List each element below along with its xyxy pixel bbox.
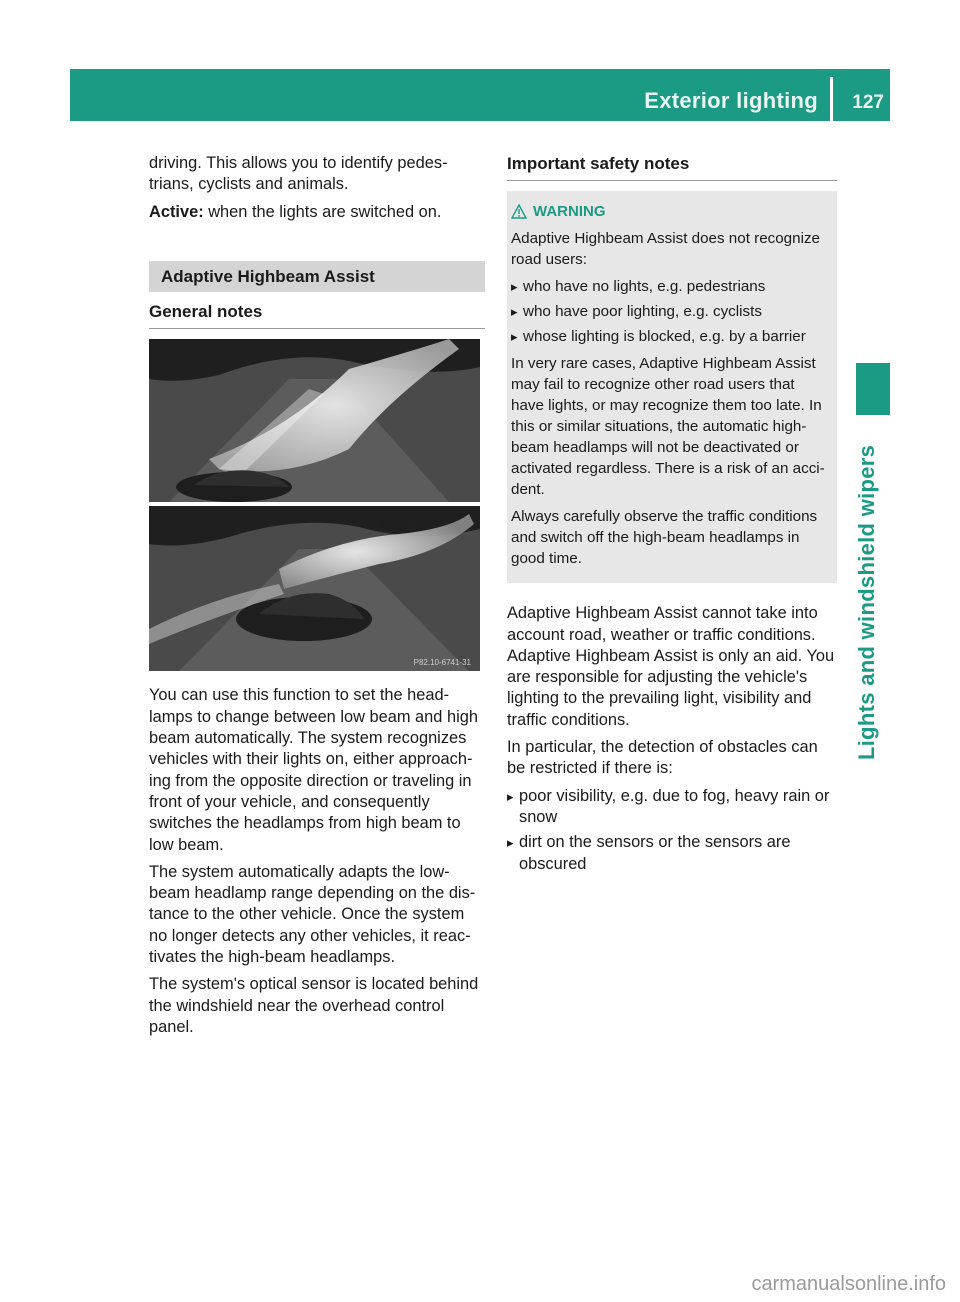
warning-triangle-icon [511,204,527,219]
headlamp-illustration [149,339,480,671]
general-notes-heading: General notes [149,292,485,329]
right-paragraph-2: In particular, the detection of obstacles can be restricted if there is: [507,738,818,778]
body-paragraph-1: You can use this function to set the head-lamps to change between low beam and high beam automatically. The system recognizes vehicles with their lights on, either approach-ing from the opposite direction or traveling in front of your vehicle, and consequently switches the headlamps from high beam to low beam. [149,686,478,854]
page-header [70,69,890,121]
warning-paragraph-1: In very rare cases, Adaptive Highbeam Assist may fail to recognize other road users that have lights, or may recognize them too late. In this or similar situations, the automatic high-beam headlamps will not be deactivated or activated regardless. There is a risk of an acci-dent. [511,355,825,499]
warning-bullet-list [511,276,831,347]
body-paragraph-2: The system automatically adapts the low-beam headlamp range depending on the dis-tance to the other vehicle. Once the system no longer detects any other vehicles, it reac-tivates the high-beam headlamps. [149,862,476,967]
side-tab-marker [856,363,890,415]
section-title: Adaptive Highbeam Assist [149,261,485,292]
warning-title [511,201,831,222]
warning-bullet: ▸ whose lighting is blocked, e.g. by a barrier [511,326,831,347]
warning-box [507,191,837,583]
warning-paragraph-2: Always carefully observe the traffic conditions and switch off the high-beam headlamps in good time. [511,508,818,568]
footer-watermark: carmanualsonline.info [751,1273,946,1295]
chapter-title: Exterior lighting [644,88,818,113]
warning-bullet: ▸ who have no lights, e.g. pedestrians [511,276,831,297]
warning-bullet: ▸ who have poor lighting, e.g. cyclists [511,301,831,322]
side-tab-label: Lights and windshield wipers [854,444,879,760]
intro-paragraph: driving. This allows you to identify pedes-trians, cyclists and animals. [149,154,448,194]
figure-code: P82.10-6741-31 [413,658,471,668]
right-column [507,153,837,881]
warning-title-text: WARNING [533,203,606,221]
page-number: 127 [852,92,884,113]
body-paragraph-3: The system's optical sensor is located behind the windshield near the overhead control panel. [149,975,479,1036]
active-paragraph [149,202,485,223]
restriction-bullet: ▸ dirt on the sensors or the sensors are obscured [507,832,837,875]
panel-divider [149,502,480,506]
active-label: Active: [149,202,204,221]
restriction-bullet-list [507,786,837,875]
headlamp-illustration-svg [149,339,480,671]
safety-notes-heading: Important safety notes [507,153,837,181]
right-paragraph-1: Adaptive Highbeam Assist cannot take into account road, weather or traffic conditions. Adaptive Highbeam Assist is only an aid. You are responsible for adjusting the vehicle's lighting to the prevailing light, visibility and traffic conditions. [507,604,835,729]
warning-intro: Adaptive Highbeam Assist does not recognize road users: [511,230,820,269]
restriction-bullet: ▸ poor visibility, e.g. due to fog, heavy rain or snow [507,786,837,829]
active-text: when the lights are switched on. [203,202,442,221]
header-divider [830,77,833,121]
left-column [149,153,485,1044]
oncoming-car [378,520,410,530]
